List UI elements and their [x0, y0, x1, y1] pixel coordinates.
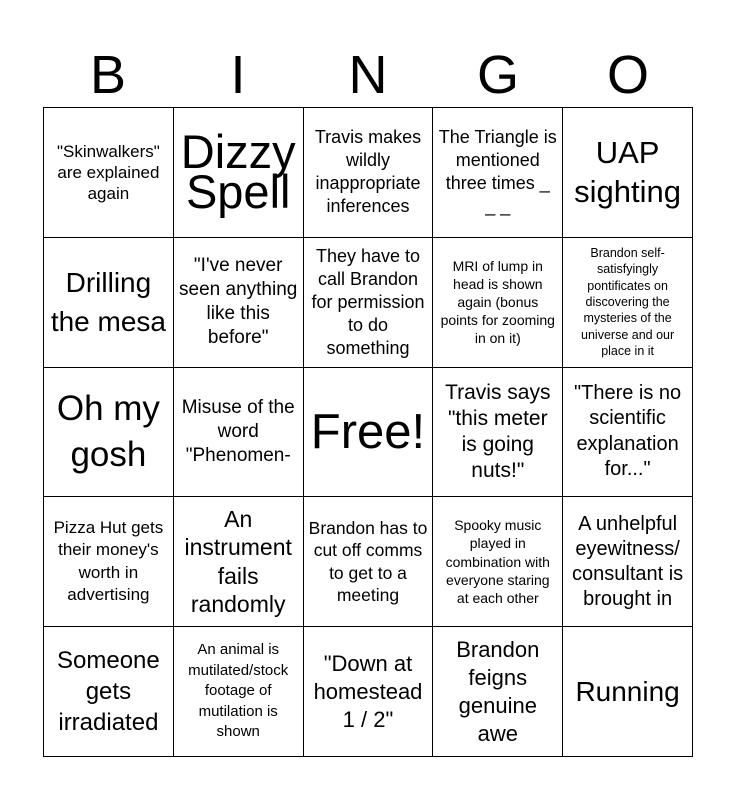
cell-text: "I've never seen anything like this before": [179, 255, 298, 349]
cell-text: "Skinwalkers" are explained again: [57, 141, 160, 203]
bingo-cell[interactable]: [563, 368, 693, 498]
bingo-cell free-space[interactable]: [304, 368, 434, 498]
bingo-cell[interactable]: [44, 238, 174, 368]
bingo-cell[interactable]: [563, 108, 693, 238]
cell-text: Travis says "this meter is going nuts!": [445, 380, 551, 482]
bingo-cell[interactable]: [44, 108, 174, 238]
cell-text: They have to call Brandon for permission to do something: [311, 245, 425, 358]
bingo-cell[interactable]: [174, 108, 304, 238]
cell-text: "Down at homestead 1 / 2": [313, 650, 423, 732]
bingo-cell[interactable]: [174, 368, 304, 498]
bingo-cell[interactable]: [174, 627, 304, 757]
header-letter-n: N: [348, 45, 388, 105]
cell-text: Drilling the mesa: [50, 267, 166, 338]
bingo-card-grid: [43, 107, 693, 757]
bingo-cell[interactable]: [44, 497, 174, 627]
cell-text: Brandon feigns genuine awe: [456, 636, 540, 746]
cell-text: Running: [575, 675, 680, 707]
bingo-cell[interactable]: [563, 238, 693, 368]
header-letter-b: B: [89, 45, 127, 105]
bingo-cell[interactable]: [304, 238, 434, 368]
bingo-cell[interactable]: [304, 627, 434, 757]
cell-text: Travis makes wildly inappropriate inferences: [314, 127, 422, 217]
cell-text: MRI of lump in head is shown again (bonus points for zooming in on it): [440, 258, 555, 347]
cell-text: An instrument fails randomly: [184, 505, 292, 618]
bingo-cell[interactable]: [174, 497, 304, 627]
bingo-cell[interactable]: [44, 368, 174, 498]
bingo-cell[interactable]: [433, 238, 563, 368]
cell-text: Someone gets irradiated: [57, 647, 160, 737]
bingo-cell[interactable]: [563, 627, 693, 757]
bingo-cell[interactable]: [174, 238, 304, 368]
header-letter-o: O: [606, 45, 649, 105]
bingo-cell[interactable]: [304, 108, 434, 238]
bingo-cell[interactable]: [433, 108, 563, 238]
bingo-cell[interactable]: [433, 368, 563, 498]
header-letter-g: G: [476, 45, 519, 105]
cell-text: The Triangle is mentioned three times _ _ _: [438, 127, 557, 217]
cell-text: UAP sighting: [574, 135, 682, 210]
cell-text: Brandon has to cut off comms to get to a meeting: [308, 517, 428, 606]
cell-text: "There is no scientific explanation for...": [574, 381, 682, 481]
header-letter-i: I: [230, 45, 246, 105]
bingo-cell[interactable]: [44, 627, 174, 757]
bingo-cell[interactable]: [433, 497, 563, 627]
free-space-text: Free!: [310, 404, 426, 459]
cell-text: Brandon self-satisfyingly pontificates on discovering the mysteries of the universe and our place in it: [581, 246, 675, 358]
cell-text: Misuse of the word "Phenomen-: [181, 396, 295, 466]
bingo-header: [43, 44, 693, 106]
cell-text: Oh my gosh: [56, 388, 160, 474]
cell-text: A unhelpful eyewitness/ consultant is brought in: [572, 512, 684, 610]
cell-text: Pizza Hut gets their money's worth in advertising: [53, 517, 164, 605]
cell-text: Spooky music played in combination with everyone staring at each other: [445, 517, 550, 607]
bingo-cell[interactable]: [304, 497, 434, 627]
cell-text: An animal is mutilated/stock footage of mutilation is shown: [188, 641, 289, 741]
bingo-cell[interactable]: [563, 497, 693, 627]
cell-text: Dizzy Spell: [180, 125, 296, 219]
bingo-cell[interactable]: [433, 627, 563, 757]
